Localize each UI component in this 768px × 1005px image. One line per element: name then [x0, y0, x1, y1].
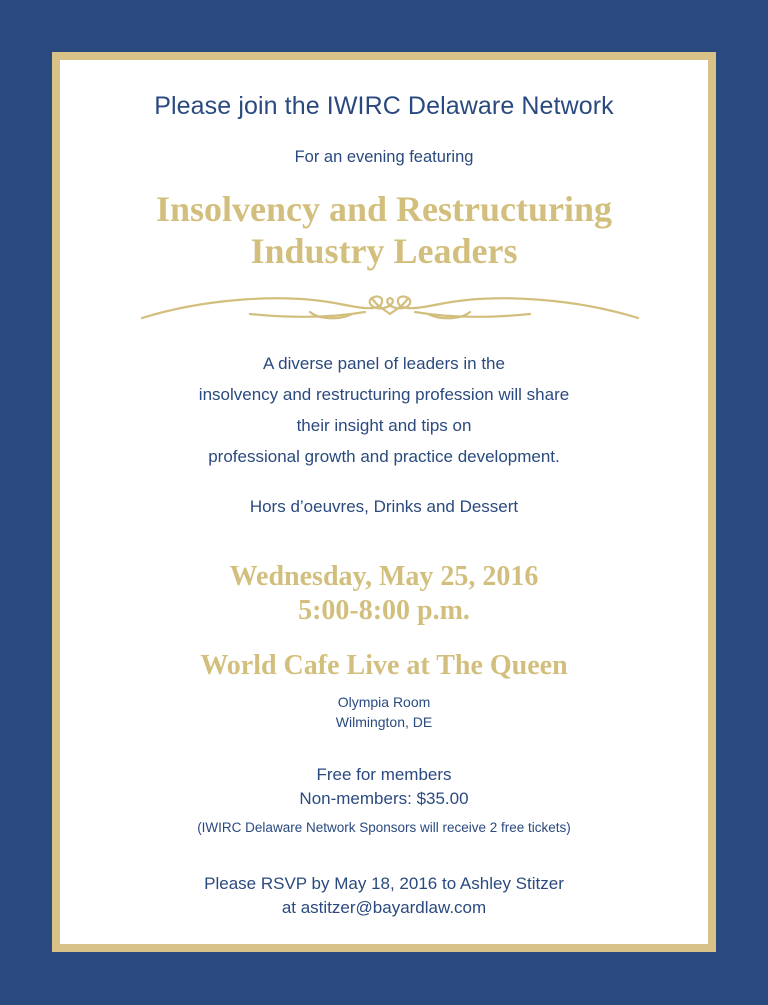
event-time: 5:00-8:00 p.m. [298, 595, 470, 626]
venue-room: Olympia Room [337, 694, 431, 710]
event-date: Wednesday, May 25, 2016 [229, 561, 539, 592]
intro-text: For an evening featuring [294, 148, 474, 166]
venue-city: Wilmington, DE [335, 714, 433, 730]
refreshments-text: Hors d’oeuvres, Drinks and Dessert [249, 497, 519, 516]
description-line: A diverse panel of leaders in the [263, 354, 505, 373]
sponsors-note: (IWIRC Delaware Network Sponsors will receive 2 free tickets) [197, 820, 571, 835]
event-description [60, 348, 708, 472]
description-line: professional growth and practice development. [208, 447, 560, 466]
rsvp-email: at astitzer@bayardlaw.com [281, 898, 487, 917]
ornamental-swirl-divider-icon [140, 288, 640, 324]
rsvp-text: Please RSVP by May 18, 2016 to Ashley Stitzer [204, 874, 564, 893]
event-date-time [60, 560, 708, 628]
event-headline [60, 188, 708, 272]
pricing [60, 763, 708, 811]
description-line: their insight and tips on [296, 416, 472, 435]
price-nonmembers: Non-members: $35.00 [299, 789, 469, 808]
headline-line-2: Industry Leaders [250, 231, 518, 271]
venue-location [60, 692, 708, 732]
invitation-heading: Please join the IWIRC Delaware Network [154, 92, 614, 120]
description-line: insolvency and restructuring profession will share [198, 385, 570, 404]
invitation-card [60, 60, 708, 944]
price-members: Free for members [316, 765, 452, 784]
headline-line-1: Insolvency and Restructuring [155, 189, 613, 229]
rsvp-info [60, 872, 708, 920]
event-venue: World Cafe Live at The Queen [200, 650, 568, 681]
gold-border-frame [52, 52, 716, 952]
